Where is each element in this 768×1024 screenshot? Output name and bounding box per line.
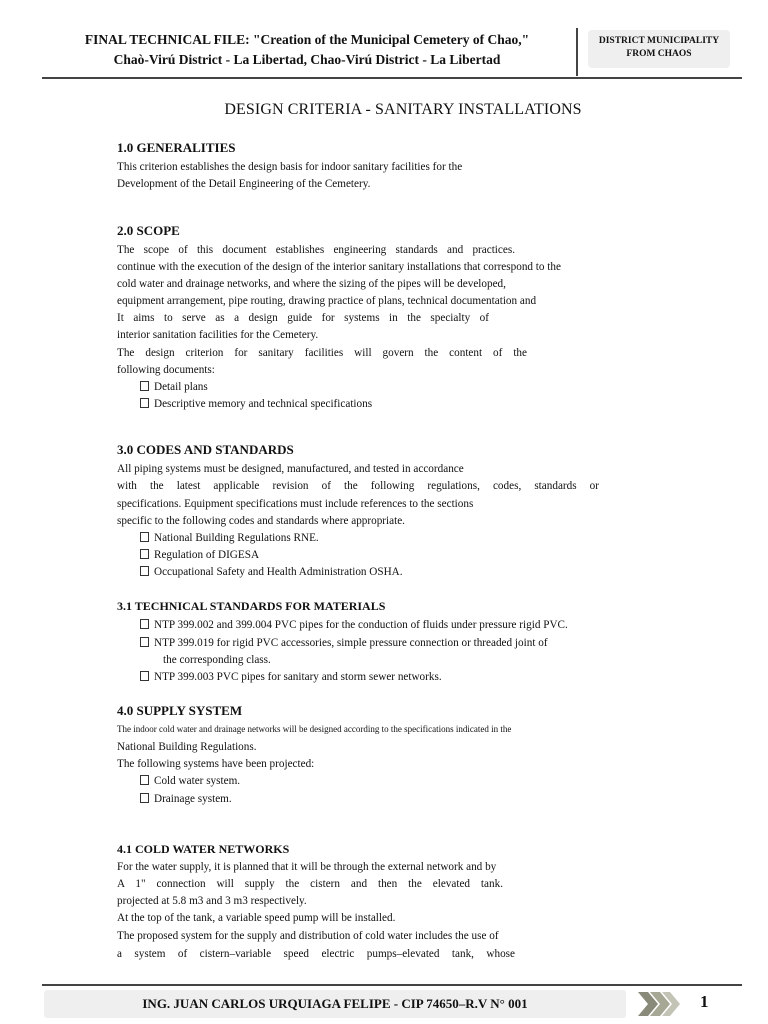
list-item <box>140 396 372 413</box>
paragraph-line: The design criterion for sanitary facilities will govern the content of the <box>117 347 527 359</box>
list-item-continuation: the corresponding class. <box>163 654 271 666</box>
footer-rule <box>42 984 742 986</box>
paragraph-line: National Building Regulations. <box>117 741 257 753</box>
paragraph-line: Development of the Detail Engineering of the Cemetery. <box>117 178 371 190</box>
header-title-line1: FINAL TECHNICAL FILE: "Creation of the Municipal Cemetery of Chao," <box>84 32 530 47</box>
list-item <box>140 617 568 634</box>
paragraph-line: It aims to serve as a design guide for systems in the specialty of <box>117 312 489 324</box>
paragraph-line: specific to the following codes and standards where appropriate. <box>117 515 405 527</box>
list-item-text: Cold water system. <box>154 775 241 787</box>
municipality-line2: FROM CHAOS <box>626 49 692 59</box>
bullet-icon <box>140 398 149 408</box>
list-item <box>140 773 240 790</box>
list-item <box>140 635 548 652</box>
paragraph-line: interior sanitation facilities for the Cemetery. <box>117 329 319 341</box>
paragraph-line: This criterion establishes the design basis for indoor sanitary facilities for the <box>117 161 463 173</box>
paragraph-line: The proposed system for the supply and distribution of cold water includes the use of <box>117 930 499 942</box>
bullet-icon <box>140 549 149 559</box>
list-item-text: Drainage system. <box>154 793 232 805</box>
list-item <box>140 530 319 547</box>
list-item <box>140 564 403 581</box>
section-heading: 1.0 GENERALITIES <box>117 140 236 155</box>
header-divider <box>576 28 578 76</box>
list-item-text: Occupational Safety and Health Administration OSHA. <box>154 566 403 578</box>
paragraph-line: The scope of this document establishes engineering standards and practices. <box>117 244 515 256</box>
paragraph-line: projected at 5.8 m3 and 3 m3 respectively. <box>117 895 307 907</box>
paragraph-line: with the latest applicable revision of the following regulations, codes, standards or <box>117 480 599 492</box>
section-heading: 4.0 SUPPLY SYSTEM <box>117 703 243 718</box>
paragraph-line: equipment arrangement, pipe routing, drawing practice of plans, technical documentation and <box>117 295 537 307</box>
paragraph-line: continue with the execution of the design of the interior sanitary installations that correspond to the <box>117 261 561 273</box>
header-title-line2: Chaò-Virú District - La Libertad, Chao-Virú District - La Libertad <box>113 52 501 67</box>
list-item-text: NTP 399.002 and 399.004 PVC pipes for the conduction of fluids under pressure rigid PVC. <box>154 619 568 631</box>
paragraph-line: The following systems have been projected: <box>117 758 315 770</box>
municipality-line1: DISTRICT MUNICIPALITY <box>598 36 720 46</box>
bullet-icon <box>140 637 149 647</box>
paragraph-line: The indoor cold water and drainage networks will be designed according to the specifications indicated in the <box>117 724 512 734</box>
paragraph-line: cold water and drainage networks, and where the sizing of the pipes will be developed, <box>117 278 506 290</box>
chevron-right-icon <box>636 990 682 1018</box>
list-item <box>140 379 208 396</box>
footer-signature: ING. JUAN CARLOS URQUIAGA FELIPE - CIP 74650–R.V N° 001 <box>44 990 626 1018</box>
paragraph-line: All piping systems must be designed, manufactured, and tested in accordance <box>117 463 464 475</box>
paragraph-line: a system of cistern–variable speed electric pumps–elevated tank, whose <box>117 948 515 960</box>
page-header <box>42 24 742 76</box>
bullet-icon <box>140 793 149 803</box>
municipality-label <box>588 30 730 68</box>
section-heading: 4.1 COLD WATER NETWORKS <box>117 842 290 856</box>
bullet-icon <box>140 532 149 542</box>
list-item-text: Detail plans <box>154 381 208 393</box>
list-item-text: NTP 399.003 PVC pipes for sanitary and storm sewer networks. <box>154 671 442 683</box>
bullet-icon <box>140 566 149 576</box>
paragraph-line: For the water supply, it is planned that it will be through the external network and by <box>117 861 497 873</box>
bullet-icon <box>140 775 149 785</box>
bullet-icon <box>140 671 149 681</box>
document-title: DESIGN CRITERIA - SANITARY INSTALLATIONS <box>224 101 582 118</box>
bullet-icon <box>140 619 149 629</box>
paragraph-line: A 1" connection will supply the cistern and then the elevated tank. <box>117 878 503 890</box>
list-item-text: National Building Regulations RNE. <box>154 532 319 544</box>
header-title <box>42 30 572 70</box>
header-rule <box>42 77 742 79</box>
page-number: 1 <box>700 992 709 1011</box>
list-item-text: Regulation of DIGESA <box>154 549 260 561</box>
section-heading: 2.0 SCOPE <box>117 223 180 238</box>
bullet-icon <box>140 381 149 391</box>
list-item-text: Descriptive memory and technical specifications <box>154 398 373 410</box>
paragraph-line: specifications. Equipment specifications must include references to the sections <box>117 498 474 510</box>
paragraph-line: At the top of the tank, a variable speed pump will be installed. <box>117 912 396 924</box>
section-heading: 3.1 TECHNICAL STANDARDS FOR MATERIALS <box>117 599 386 613</box>
list-item <box>140 669 442 686</box>
list-item <box>140 791 232 808</box>
list-item <box>140 547 259 564</box>
list-item-text: NTP 399.019 for rigid PVC accessories, simple pressure connection or threaded joint of <box>154 637 548 649</box>
section-heading: 3.0 CODES AND STANDARDS <box>117 442 294 457</box>
paragraph-line: following documents: <box>117 364 215 376</box>
